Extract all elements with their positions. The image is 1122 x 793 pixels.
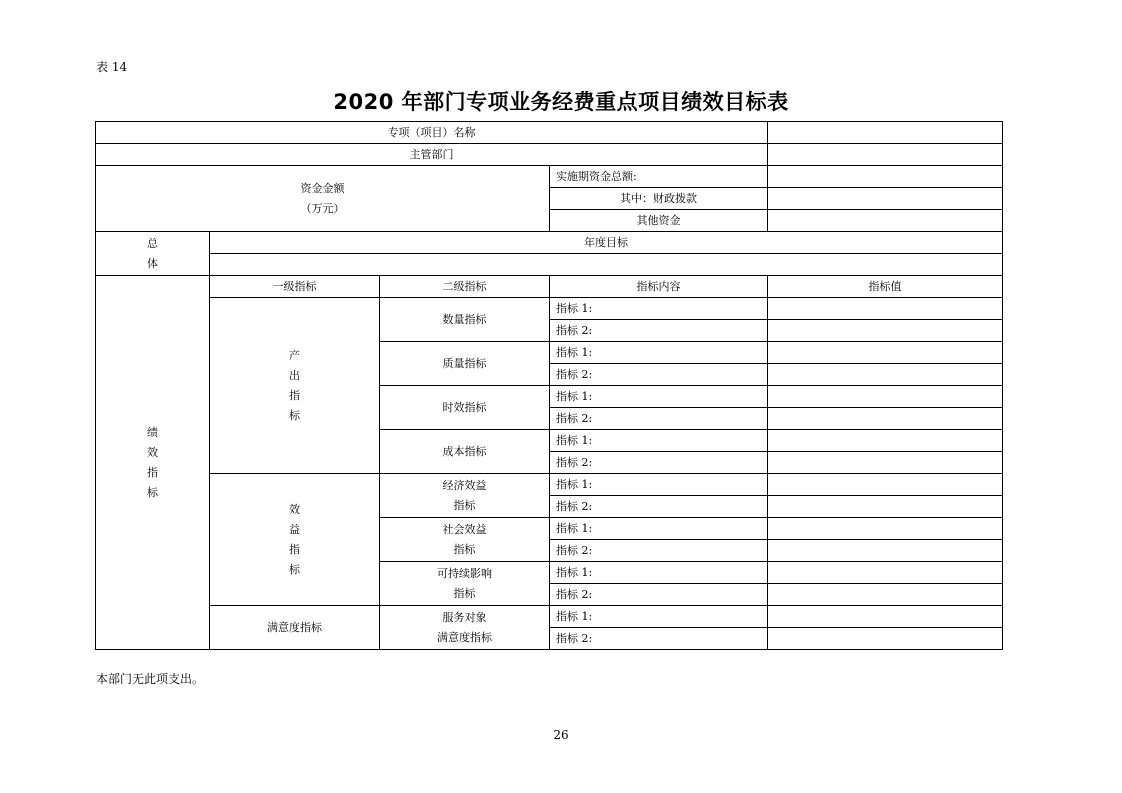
- indicator-value-cell: [768, 628, 1003, 650]
- funds-label-line-1: 资金金额: [300, 181, 345, 195]
- social-benefit-line-1: 社会效益: [442, 522, 487, 536]
- output-label-char: 标: [289, 408, 300, 422]
- sustainable-impact-line-2: 指标: [453, 586, 476, 600]
- overall-label: [96, 232, 210, 276]
- other-funds-label: 其他资金: [550, 210, 768, 232]
- table-number-label: 表 14: [96, 60, 128, 74]
- benefit-indicator-label: [210, 474, 380, 606]
- overall-target-value-row: [96, 254, 1003, 276]
- annual-target-label: 年度目标: [210, 232, 1003, 254]
- indicator-content-cell: 指标 2:: [550, 320, 768, 342]
- indicator-content-cell: 指标 2:: [550, 496, 768, 518]
- indicator-content-cell: 指标 2:: [550, 584, 768, 606]
- fiscal-funds-value: [768, 188, 1003, 210]
- service-satisfaction-line-1: 服务对象: [442, 610, 487, 624]
- footnote: 本部门无此项支出。: [96, 672, 205, 686]
- benefit-label-char: 标: [289, 562, 300, 576]
- benefit-label-char: 益: [289, 522, 300, 536]
- performance-label-char: 绩: [147, 425, 158, 439]
- content-header: 指标内容: [550, 276, 768, 298]
- total-funds-value: [768, 166, 1003, 188]
- page-title: 2020 年部门专项业务经费重点项目绩效目标表: [333, 90, 789, 114]
- level1-header: 一级指标: [210, 276, 380, 298]
- indicator-value-cell: [768, 518, 1003, 540]
- indicator-value-cell: [768, 386, 1003, 408]
- page-number: 26: [553, 728, 569, 742]
- indicator-value-cell: [768, 298, 1003, 320]
- cost-indicator: 成本指标: [380, 430, 550, 474]
- table-row: [96, 474, 1003, 496]
- indicator-value-cell: [768, 430, 1003, 452]
- annual-target-value: [210, 254, 1003, 276]
- project-name-label: 专项（项目）名称: [96, 122, 768, 144]
- indicator-value-cell: [768, 496, 1003, 518]
- indicator-value-cell: [768, 452, 1003, 474]
- project-name-value: [768, 122, 1003, 144]
- sustainable-impact-line-1: 可持续影响: [437, 566, 492, 580]
- performance-label-char: 效: [147, 445, 158, 459]
- other-funds-value: [768, 210, 1003, 232]
- overall-target-header-row: [96, 232, 1003, 254]
- funds-label: [96, 166, 550, 232]
- output-label-char: 出: [289, 368, 300, 382]
- quality-indicator: 质量指标: [380, 342, 550, 386]
- indicator-content-cell: 指标 1:: [550, 298, 768, 320]
- indicator-content-cell: 指标 2:: [550, 408, 768, 430]
- table-row: [96, 298, 1003, 320]
- benefit-label-char: 效: [289, 502, 300, 516]
- indicator-content-cell: 指标 1:: [550, 518, 768, 540]
- timeliness-indicator: 时效指标: [380, 386, 550, 430]
- satisfaction-indicator-label: 满意度指标: [210, 606, 380, 650]
- table-row: [96, 606, 1003, 628]
- indicator-content-cell: 指标 2:: [550, 452, 768, 474]
- indicator-value-cell: [768, 584, 1003, 606]
- indicator-value-cell: [768, 342, 1003, 364]
- benefit-label-char: 指: [289, 542, 300, 556]
- funds-label-line-2: （万元）: [300, 201, 345, 215]
- overall-label-char-2: 体: [147, 256, 158, 270]
- output-label-char: 产: [289, 348, 300, 362]
- indicator-content-cell: 指标 1:: [550, 562, 768, 584]
- overall-label-char-1: 总: [147, 236, 158, 250]
- indicator-value-cell: [768, 320, 1003, 342]
- performance-target-table: [95, 121, 1003, 650]
- department-value: [768, 144, 1003, 166]
- indicator-value-cell: [768, 474, 1003, 496]
- project-name-row: [96, 122, 1003, 144]
- economic-benefit-line-2: 指标: [453, 498, 476, 512]
- fiscal-funds-label: 其中：财政拨款: [550, 188, 768, 210]
- indicator-value-cell: [768, 364, 1003, 386]
- indicator-content-cell: 指标 2:: [550, 364, 768, 386]
- level2-header: 二级指标: [380, 276, 550, 298]
- indicator-content-cell: 指标 2:: [550, 540, 768, 562]
- indicator-content-cell: 指标 1:: [550, 386, 768, 408]
- indicator-content-cell: 指标 1:: [550, 474, 768, 496]
- indicator-value-cell: [768, 540, 1003, 562]
- indicator-value-cell: [768, 606, 1003, 628]
- performance-indicator-label: [96, 276, 210, 650]
- indicator-content-cell: 指标 1:: [550, 430, 768, 452]
- economic-benefit-indicator: [380, 474, 550, 518]
- indicator-content-cell: 指标 2:: [550, 628, 768, 650]
- indicator-content-cell: 指标 1:: [550, 606, 768, 628]
- output-label-char: 指: [289, 388, 300, 402]
- indicator-value-cell: [768, 562, 1003, 584]
- department-row: [96, 144, 1003, 166]
- total-funds-label: 实施期资金总额:: [550, 166, 768, 188]
- economic-benefit-line-1: 经济效益: [442, 478, 487, 492]
- output-indicator-label: [210, 298, 380, 474]
- indicator-value-cell: [768, 408, 1003, 430]
- service-satisfaction-line-2: 满意度指标: [437, 630, 492, 644]
- social-benefit-indicator: [380, 518, 550, 562]
- sustainable-impact-indicator: [380, 562, 550, 606]
- department-label: 主管部门: [96, 144, 768, 166]
- social-benefit-line-2: 指标: [453, 542, 476, 556]
- service-satisfaction-indicator: [380, 606, 550, 650]
- value-header: 指标值: [768, 276, 1003, 298]
- indicator-header-row: [96, 276, 1003, 298]
- performance-label-char: 标: [147, 485, 158, 499]
- funds-row: [96, 166, 1003, 188]
- indicator-content-cell: 指标 1:: [550, 342, 768, 364]
- quantity-indicator: 数量指标: [380, 298, 550, 342]
- performance-label-char: 指: [147, 465, 158, 479]
